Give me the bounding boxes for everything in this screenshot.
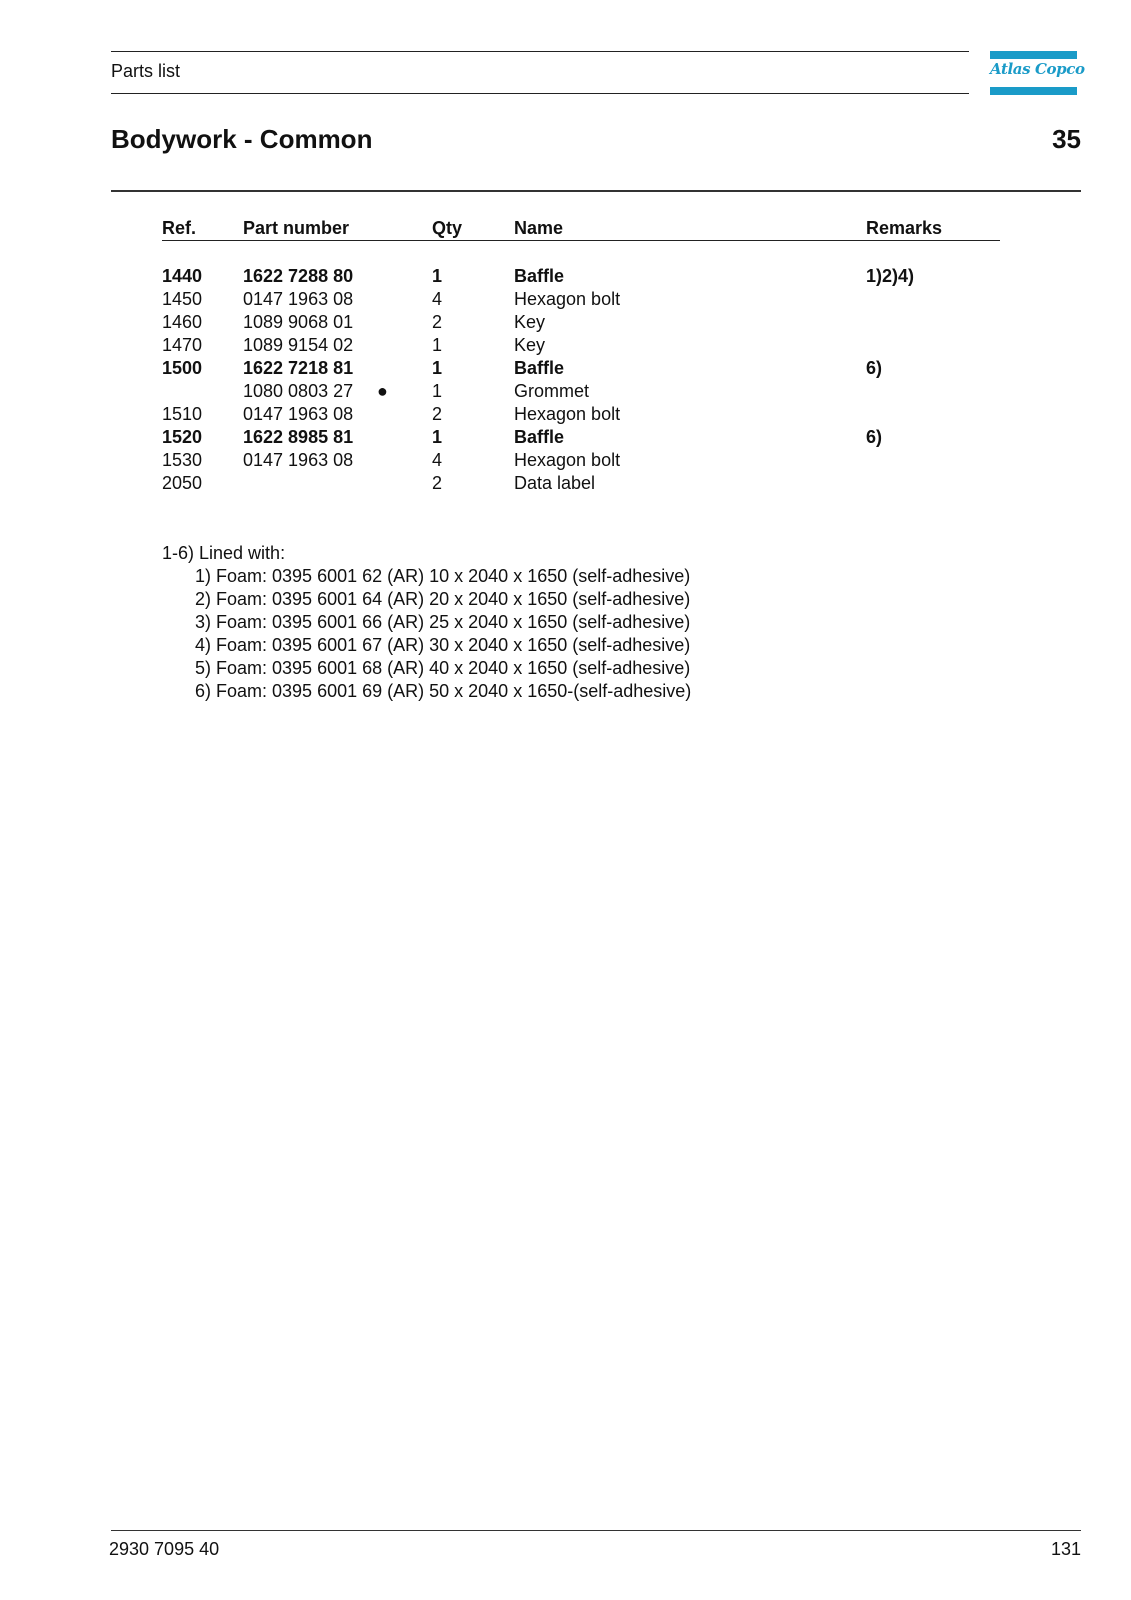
column-header-ref: Ref. xyxy=(162,218,197,238)
column-header-name: Name xyxy=(514,218,564,238)
header-rule-top xyxy=(111,51,969,52)
cell-ref: 1520 xyxy=(162,427,203,447)
table-row xyxy=(0,358,1131,381)
cell-name: Data label xyxy=(514,473,596,493)
cell-qty: 1 xyxy=(432,427,443,447)
cell-name: Baffle xyxy=(514,358,565,378)
table-row xyxy=(0,427,1131,450)
cell-remarks: 1)2)4) xyxy=(866,266,915,286)
cell-part-number: 1089 9154 02 xyxy=(243,335,354,355)
cell-part-number: 0147 1963 08 xyxy=(243,450,354,470)
note-item: 6) Foam: 0395 6001 69 (AR) 50 x 2040 x 1650-(self-adhesive) xyxy=(195,681,692,701)
atlas-copco-logo xyxy=(990,51,1085,95)
cell-name: Baffle xyxy=(514,427,565,447)
note-item: 5) Foam: 0395 6001 68 (AR) 40 x 2040 x 1650 (self-adhesive) xyxy=(195,658,691,678)
column-header-part-number: Part number xyxy=(243,218,350,238)
cell-qty: 2 xyxy=(432,473,443,493)
lining-notes xyxy=(162,542,691,703)
logo-wordmark: Atlas Copco xyxy=(990,60,1085,78)
table-header-rule xyxy=(162,240,1000,241)
cell-part-number: 0147 1963 08 xyxy=(243,289,354,309)
notes-intro: 1-6) Lined with: xyxy=(162,543,286,563)
cell-name: Key xyxy=(514,335,546,355)
cell-name: Hexagon bolt xyxy=(514,404,621,424)
logo-bar-bottom xyxy=(990,87,1077,95)
new-part-bullet: ● xyxy=(377,381,388,401)
cell-name: Hexagon bolt xyxy=(514,289,621,309)
cell-remarks: 6) xyxy=(866,358,883,378)
cell-ref: 1530 xyxy=(162,450,203,470)
cell-ref: 1500 xyxy=(162,358,203,378)
cell-qty: 2 xyxy=(432,312,443,332)
note-item: 3) Foam: 0395 6001 66 (AR) 25 x 2040 x 1650 (self-adhesive) xyxy=(195,612,691,632)
cell-part-number: 1622 8985 81 xyxy=(243,427,354,447)
document-number: 2930 7095 40 xyxy=(109,1539,220,1559)
table-row xyxy=(0,404,1131,427)
cell-ref: 2050 xyxy=(162,473,203,493)
cell-part-number: 0147 1963 08 xyxy=(243,404,354,424)
cell-name: Key xyxy=(514,312,546,332)
table-row xyxy=(0,381,1131,404)
cell-qty: 1 xyxy=(432,266,443,286)
table-row xyxy=(0,473,1131,496)
column-header-qty: Qty xyxy=(432,218,463,238)
table-row xyxy=(0,335,1131,358)
cell-qty: 4 xyxy=(432,289,443,309)
cell-name: Hexagon bolt xyxy=(514,450,621,470)
cell-part-number: 1622 7288 80 xyxy=(243,266,354,286)
cell-ref: 1510 xyxy=(162,404,203,424)
table-row xyxy=(0,266,1131,289)
cell-qty: 1 xyxy=(432,358,443,378)
cell-qty: 2 xyxy=(432,404,443,424)
cell-qty: 4 xyxy=(432,450,443,470)
footer-rule xyxy=(111,1530,1081,1531)
cell-part-number: 1089 9068 01 xyxy=(243,312,354,332)
title-divider xyxy=(111,190,1081,192)
cell-qty: 1 xyxy=(432,335,443,355)
cell-ref: 1460 xyxy=(162,312,203,332)
cell-remarks: 6) xyxy=(866,427,883,447)
note-item: 2) Foam: 0395 6001 64 (AR) 20 x 2040 x 1650 (self-adhesive) xyxy=(195,589,691,609)
logo-bar-top xyxy=(990,51,1077,59)
header-rule-bottom xyxy=(111,93,969,94)
cell-part-number: 1080 0803 27 xyxy=(243,381,354,401)
page-title: Bodywork - Common xyxy=(111,124,373,154)
figure-number: 35 xyxy=(1052,124,1081,154)
note-item: 1) Foam: 0395 6001 62 (AR) 10 x 2040 x 1650 (self-adhesive) xyxy=(195,566,691,586)
cell-part-number: 1622 7218 81 xyxy=(243,358,354,378)
cell-ref: 1470 xyxy=(162,335,203,355)
cell-name: Baffle xyxy=(514,266,565,286)
cell-name: Grommet xyxy=(514,381,590,401)
table-row xyxy=(0,289,1131,312)
table-row xyxy=(0,312,1131,335)
note-item: 4) Foam: 0395 6001 67 (AR) 30 x 2040 x 1650 (self-adhesive) xyxy=(195,635,691,655)
table-row xyxy=(0,450,1131,473)
page-number: 131 xyxy=(1050,1539,1081,1559)
column-header-remarks: Remarks xyxy=(866,218,943,238)
header-section-label: Parts list xyxy=(111,61,181,81)
cell-ref: 1450 xyxy=(162,289,203,309)
cell-ref: 1440 xyxy=(162,266,203,286)
cell-qty: 1 xyxy=(432,381,443,401)
